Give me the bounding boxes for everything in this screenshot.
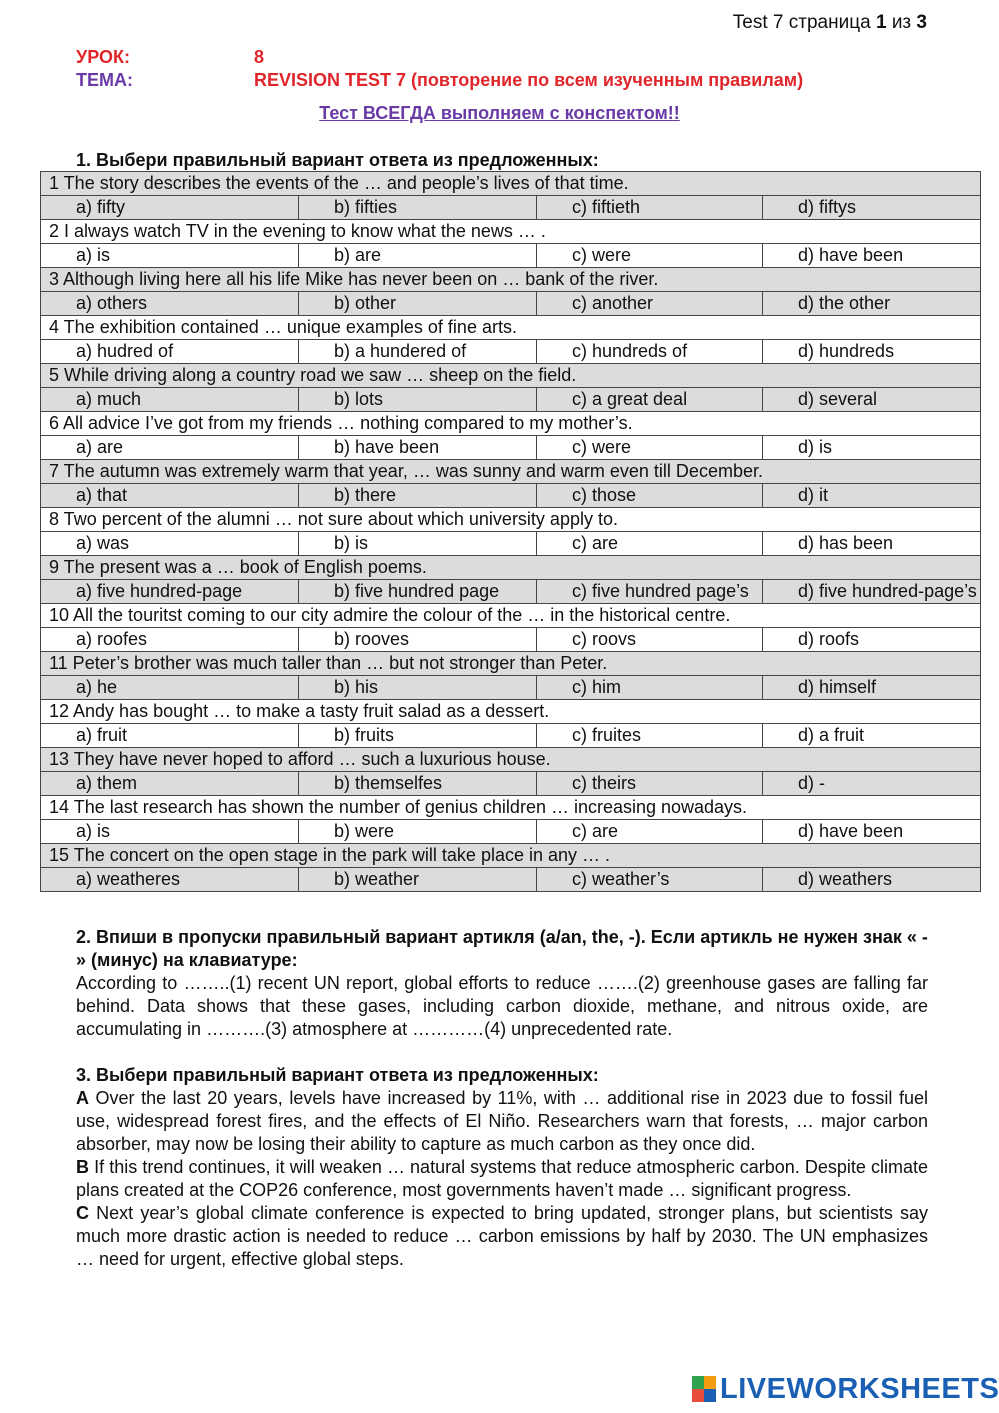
question-row <box>41 460 981 484</box>
options-row <box>41 868 981 892</box>
answer-option[interactable]: c) those <box>537 484 763 508</box>
answer-option[interactable]: c) roovs <box>537 628 763 652</box>
answer-option[interactable]: b) fifties <box>299 196 537 220</box>
options-row <box>41 340 981 364</box>
options-row <box>41 772 981 796</box>
question-text: 9 The present was a … book of English poems. <box>41 556 981 580</box>
options-row <box>41 436 981 460</box>
answer-option[interactable]: d) it <box>763 484 981 508</box>
question-text: 14 The last research has shown the number of genius children … increasing nowadays. <box>41 796 981 820</box>
answer-option[interactable]: d) has been <box>763 532 981 556</box>
question-row <box>41 748 981 772</box>
task3-paragraph: A Over the last 20 years, levels have increased by 11%, with … additional rise in 2023 due to fossil fuel use, widespread forest fires, and the effects of El Niño. Researchers warn that forests, … major carbon absorber, may now be losing their ability to capture as much carbon as they once did. <box>76 1088 928 1154</box>
answer-option[interactable]: d) have been <box>763 244 981 268</box>
options-row <box>41 580 981 604</box>
answer-option[interactable]: c) are <box>537 532 763 556</box>
topic-label: ТЕМА: <box>76 70 133 90</box>
task1-title: 1. Выбери правильный вариант ответа из предложенных: <box>76 150 599 170</box>
answer-option[interactable]: a) fruit <box>41 724 299 748</box>
question-text: 6 All advice I’ve got from my friends … nothing compared to my mother’s. <box>41 412 981 436</box>
notice-text: Тест ВСЕГДА выполняем с конспектом!! <box>319 103 680 123</box>
answer-option[interactable]: c) fiftieth <box>537 196 763 220</box>
question-text: 10 All the touritst coming to our city admire the colour of the … in the historical centre. <box>41 604 981 628</box>
answer-option[interactable]: b) lots <box>299 388 537 412</box>
answer-option[interactable]: b) fruits <box>299 724 537 748</box>
answer-option[interactable]: c) him <box>537 676 763 700</box>
question-text: 12 Andy has bought … to make a tasty fruit salad as a dessert. <box>41 700 981 724</box>
answer-option[interactable]: b) a hundered of <box>299 340 537 364</box>
answer-option[interactable]: c) another <box>537 292 763 316</box>
answer-option[interactable]: d) roofs <box>763 628 981 652</box>
answer-option[interactable]: b) weather <box>299 868 537 892</box>
options-row <box>41 388 981 412</box>
question-text: 11 Peter’s brother was much taller than … but not stronger than Peter. <box>41 652 981 676</box>
answer-option[interactable]: b) are <box>299 244 537 268</box>
logo-text: LIVEWORKSHEETS <box>720 1372 999 1405</box>
options-row <box>41 820 981 844</box>
answer-option[interactable]: d) several <box>763 388 981 412</box>
question-row <box>41 796 981 820</box>
lesson-number: 8 <box>254 47 265 67</box>
answer-option[interactable]: c) are <box>537 820 763 844</box>
answer-option[interactable]: a) was <box>41 532 299 556</box>
task3-block <box>76 1064 928 1271</box>
task3-paragraph: B If this trend continues, it will weaken … natural systems that reduce atmospheric carbon. Despite climate plans created at the COP26 conference, most governments haven’t made … significant progress. <box>76 1157 928 1200</box>
answer-option[interactable]: a) is <box>41 820 299 844</box>
answer-option[interactable]: c) were <box>537 436 763 460</box>
page-number: Test 7 страница 1 из 3 <box>732 12 927 33</box>
liveworksheets-logo[interactable] <box>692 1373 999 1405</box>
options-row <box>41 484 981 508</box>
answer-option[interactable]: a) is <box>41 244 299 268</box>
topic-title: REVISION TEST 7 (повторение по всем изученным правилам) <box>254 70 804 90</box>
answer-option[interactable]: a) them <box>41 772 299 796</box>
question-text: 3 Although living here all his life Mike has never been on … bank of the river. <box>41 268 981 292</box>
answer-option[interactable]: b) rooves <box>299 628 537 652</box>
answer-option[interactable]: c) fruites <box>537 724 763 748</box>
answer-option[interactable]: b) five hundred page <box>299 580 537 604</box>
options-row <box>41 724 981 748</box>
task3-paragraph: C Next year’s global climate conference is expected to bring updated, stronger plans, but scientists say much more drastic action is needed to reduce … carbon emissions by half by 2030. The UN emphasizes … need for urgent, effective global steps. <box>76 1203 928 1269</box>
answer-option[interactable]: b) there <box>299 484 537 508</box>
answer-option[interactable]: b) have been <box>299 436 537 460</box>
options-row <box>41 196 981 220</box>
answer-option[interactable]: b) is <box>299 532 537 556</box>
question-row <box>41 172 981 196</box>
question-row <box>41 700 981 724</box>
answer-option[interactable]: a) fifty <box>41 196 299 220</box>
answer-option[interactable]: d) a fruit <box>763 724 981 748</box>
question-row <box>41 412 981 436</box>
question-row <box>41 220 981 244</box>
answer-option[interactable]: c) five hundred page’s <box>537 580 763 604</box>
question-row <box>41 508 981 532</box>
question-text: 15 The concert on the open stage in the park will take place in any … . <box>41 844 981 868</box>
quiz-table <box>40 171 981 892</box>
answer-option[interactable]: c) hundreds of <box>537 340 763 364</box>
answer-option[interactable]: a) that <box>41 484 299 508</box>
answer-option[interactable]: a) are <box>41 436 299 460</box>
question-row <box>41 364 981 388</box>
options-row <box>41 244 981 268</box>
task3-title: 3. Выбери правильный вариант ответа из предложенных: <box>76 1065 599 1085</box>
answer-option[interactable]: b) his <box>299 676 537 700</box>
task2-title: 2. Впиши в пропуски правильный вариант артикля (a/an, the, -). Если артикль не нужен знак « - » (минус) на клавиатуре: <box>76 927 928 970</box>
question-text: 1 The story describes the events of the … and people’s lives of that time. <box>41 172 981 196</box>
answer-option[interactable]: a) hudred of <box>41 340 299 364</box>
question-row <box>41 844 981 868</box>
answer-option[interactable]: a) weatheres <box>41 868 299 892</box>
question-row <box>41 652 981 676</box>
question-row <box>41 604 981 628</box>
answer-option[interactable]: d) hundreds <box>763 340 981 364</box>
answer-option[interactable]: c) theirs <box>537 772 763 796</box>
answer-option[interactable]: d) weathers <box>763 868 981 892</box>
task2-text: According to ……..(1) recent UN report, global efforts to reduce …….(2) greenhouse gases are falling far behind. Data shows that these gases, including carbon dioxide, methane, and nitrous oxide, are accumulating in ……….(3) atmosphere at …………(4) unprecedented rate. <box>76 973 928 1039</box>
answer-option[interactable]: c) were <box>537 244 763 268</box>
options-row <box>41 628 981 652</box>
answer-option[interactable]: a) five hundred-page <box>41 580 299 604</box>
answer-option[interactable]: c) weather’s <box>537 868 763 892</box>
question-row <box>41 316 981 340</box>
answer-option[interactable]: b) other <box>299 292 537 316</box>
options-row <box>41 292 981 316</box>
question-text: 7 The autumn was extremely warm that year, … was sunny and warm even till December. <box>41 460 981 484</box>
question-text: 2 I always watch TV in the evening to know what the news … . <box>41 220 981 244</box>
lesson-label: УРОК: <box>76 47 130 67</box>
answer-option[interactable]: d) is <box>763 436 981 460</box>
answer-option[interactable]: b) were <box>299 820 537 844</box>
answer-option[interactable]: d) fiftys <box>763 196 981 220</box>
answer-option[interactable]: d) have been <box>763 820 981 844</box>
answer-option[interactable]: a) he <box>41 676 299 700</box>
answer-option[interactable]: d) himself <box>763 676 981 700</box>
question-text: 8 Two percent of the alumni … not sure about which university apply to. <box>41 508 981 532</box>
answer-option[interactable]: d) - <box>763 772 981 796</box>
answer-option[interactable]: d) five hundred-page’s <box>763 580 981 604</box>
question-text: 4 The exhibition contained … unique examples of fine arts. <box>41 316 981 340</box>
answer-option[interactable]: d) the other <box>763 292 981 316</box>
question-text: 5 While driving along a country road we saw … sheep on the field. <box>41 364 981 388</box>
options-row <box>41 676 981 700</box>
question-row <box>41 556 981 580</box>
answer-option[interactable]: a) others <box>41 292 299 316</box>
liveworksheets-logo-icon <box>692 1376 716 1402</box>
answer-option[interactable]: a) much <box>41 388 299 412</box>
answer-option[interactable]: b) themselfes <box>299 772 537 796</box>
question-text: 13 They have never hoped to afford … such a luxurious house. <box>41 748 981 772</box>
question-row <box>41 268 981 292</box>
task2-block <box>76 926 928 1041</box>
answer-option[interactable]: a) roofes <box>41 628 299 652</box>
answer-option[interactable]: c) a great deal <box>537 388 763 412</box>
options-row <box>41 532 981 556</box>
